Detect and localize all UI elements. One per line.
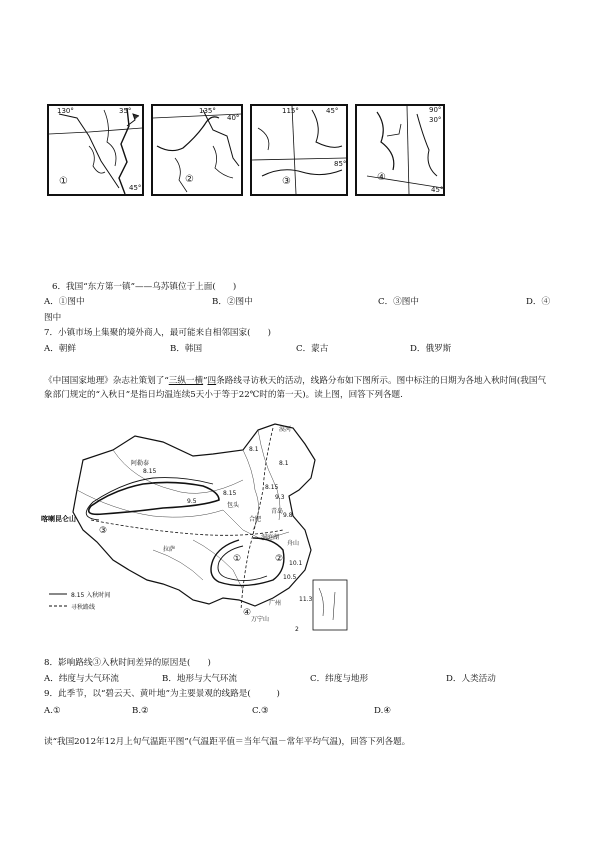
map-2-number: ② <box>185 174 194 185</box>
map-4-lat-bottom: 45° <box>431 186 444 194</box>
route-4-marker: ④ <box>243 608 252 618</box>
map-4-lon: 90° <box>429 106 442 114</box>
q9-option-b: B.② <box>132 706 149 716</box>
map-1-lat-bottom: 45° <box>129 184 142 192</box>
map-1-lon: 130° <box>57 107 74 115</box>
label-hefei: 合肥 <box>249 516 262 523</box>
label-kunlun: 喀喇昆仑山 <box>41 515 76 523</box>
intro-underline-2: 四 <box>207 376 217 386</box>
intro-text-3: 条路线寻访秋天的活动，线路分布如下图所示。图中标注的日期为各地入秋时间(我国气象部门规定的“入秋日”是指日均温连续5天小于等于22℃时的第一天)。读上图，回答下列各题. <box>44 376 547 400</box>
date-11-3: 11.3 <box>299 596 313 603</box>
q7-option-a: A．朝鲜 <box>44 344 76 354</box>
map-4-lat: 30° <box>429 116 442 124</box>
q9-option-a: A.① <box>44 706 61 716</box>
q8-stem: 8．影响路线③入秋时间差异的原因是( ) <box>44 658 211 668</box>
intro-text-1: 《中国国家地理》杂志社策划了“ <box>44 376 169 386</box>
mini-map-number: 2 <box>295 626 299 633</box>
q6-option-c: C．③图中 <box>378 297 419 307</box>
q7-stem: 7．小镇市场上集聚的境外商人，最可能来自相邻国家( ) <box>44 328 272 338</box>
q8-option-c: C．纬度与地形 <box>310 674 369 684</box>
map-3-lines <box>252 106 346 194</box>
date-10-1: 10.1 <box>289 560 303 567</box>
label-guangzhou: 广州 <box>269 600 282 607</box>
date-8-15c: 8.15 <box>265 484 279 491</box>
label-aletai: 阿勒泰 <box>131 460 150 467</box>
map-2 <box>151 104 243 196</box>
china-route-map <box>43 420 351 638</box>
map-3-lon-right: 85° <box>334 160 347 168</box>
label-baotou: 包头 <box>227 502 240 509</box>
q9-option-c: C.③ <box>252 706 269 716</box>
q6-option-d: D．④ <box>526 297 551 307</box>
map-3-number: ③ <box>282 176 291 187</box>
q6-option-a: A．①图中 <box>44 297 85 307</box>
date-9-5: 9.5 <box>187 498 197 505</box>
date-8-1a: 8.1 <box>249 446 259 453</box>
q7-option-b: B．韩国 <box>170 344 203 354</box>
date-9-8: 9.8 <box>283 512 293 519</box>
q6-option-d-cont: 图中 <box>44 313 62 323</box>
q7-option-d: D．俄罗斯 <box>410 344 452 354</box>
map-1-number: ① <box>59 176 68 187</box>
date-8-15a: 8.15 <box>143 468 157 475</box>
q7-option-c: C．蒙古 <box>296 344 329 354</box>
map-1 <box>47 104 144 196</box>
q9-stem: 9．此季节，以“碧云天、黄叶地”为主要景观的线路是( ) <box>44 689 280 699</box>
label-qingdao: 青岛 <box>271 508 284 515</box>
legend-entry-date: 8.15 入秋时间 <box>71 592 111 599</box>
q9-option-d: D.④ <box>374 706 392 716</box>
label-zhoushan: 舟山 <box>287 540 300 547</box>
date-8-15b: 8.15 <box>223 490 237 497</box>
q6-option-b: B．②图中 <box>212 297 253 307</box>
map-1-lat-top: 35° <box>119 107 132 115</box>
q8-option-d: D．人类活动 <box>446 674 496 684</box>
intro-text-2: ” <box>203 376 208 386</box>
label-lasa: 拉萨 <box>163 546 176 553</box>
q8-option-a: A．纬度与大气环流 <box>44 674 119 684</box>
map-2-lat: 40° <box>227 114 240 122</box>
intro-paragraph <box>44 374 552 402</box>
date-9-3: 9.3 <box>275 494 285 501</box>
route-1-marker: ① <box>233 554 242 564</box>
label-dongtinghu: 洞庭湖 <box>261 534 280 541</box>
map-3-lat: 45° <box>326 107 339 115</box>
route-3-marker: ③ <box>99 526 108 536</box>
date-8-1b: 8.1 <box>279 460 289 467</box>
q8-option-b: B．地形与大气环流 <box>162 674 238 684</box>
q6-stem: 6．我国“东方第一镇”——乌苏镇位于上面( ) <box>52 282 237 292</box>
legend-entry-route: 寻秋路线 <box>71 604 96 611</box>
label-wanningshan: 万宁山 <box>251 616 270 623</box>
label-mohe: 漠河 <box>279 426 292 433</box>
map-3 <box>250 104 348 196</box>
intro-underline-1: 三纵一横 <box>168 376 204 386</box>
route-2-marker: ② <box>275 554 284 564</box>
map-3-lon: 115° <box>282 107 299 115</box>
date-10-5: 10.5 <box>283 574 297 581</box>
q10-intro: 读“我国2012年12月上旬气温距平图”(气温距平值＝当年气温－常年平均气温)，回答下列各题。 <box>44 737 411 747</box>
map-4 <box>355 104 445 196</box>
map-4-number: ④ <box>377 172 386 183</box>
map-2-lon: 135° <box>199 107 216 115</box>
